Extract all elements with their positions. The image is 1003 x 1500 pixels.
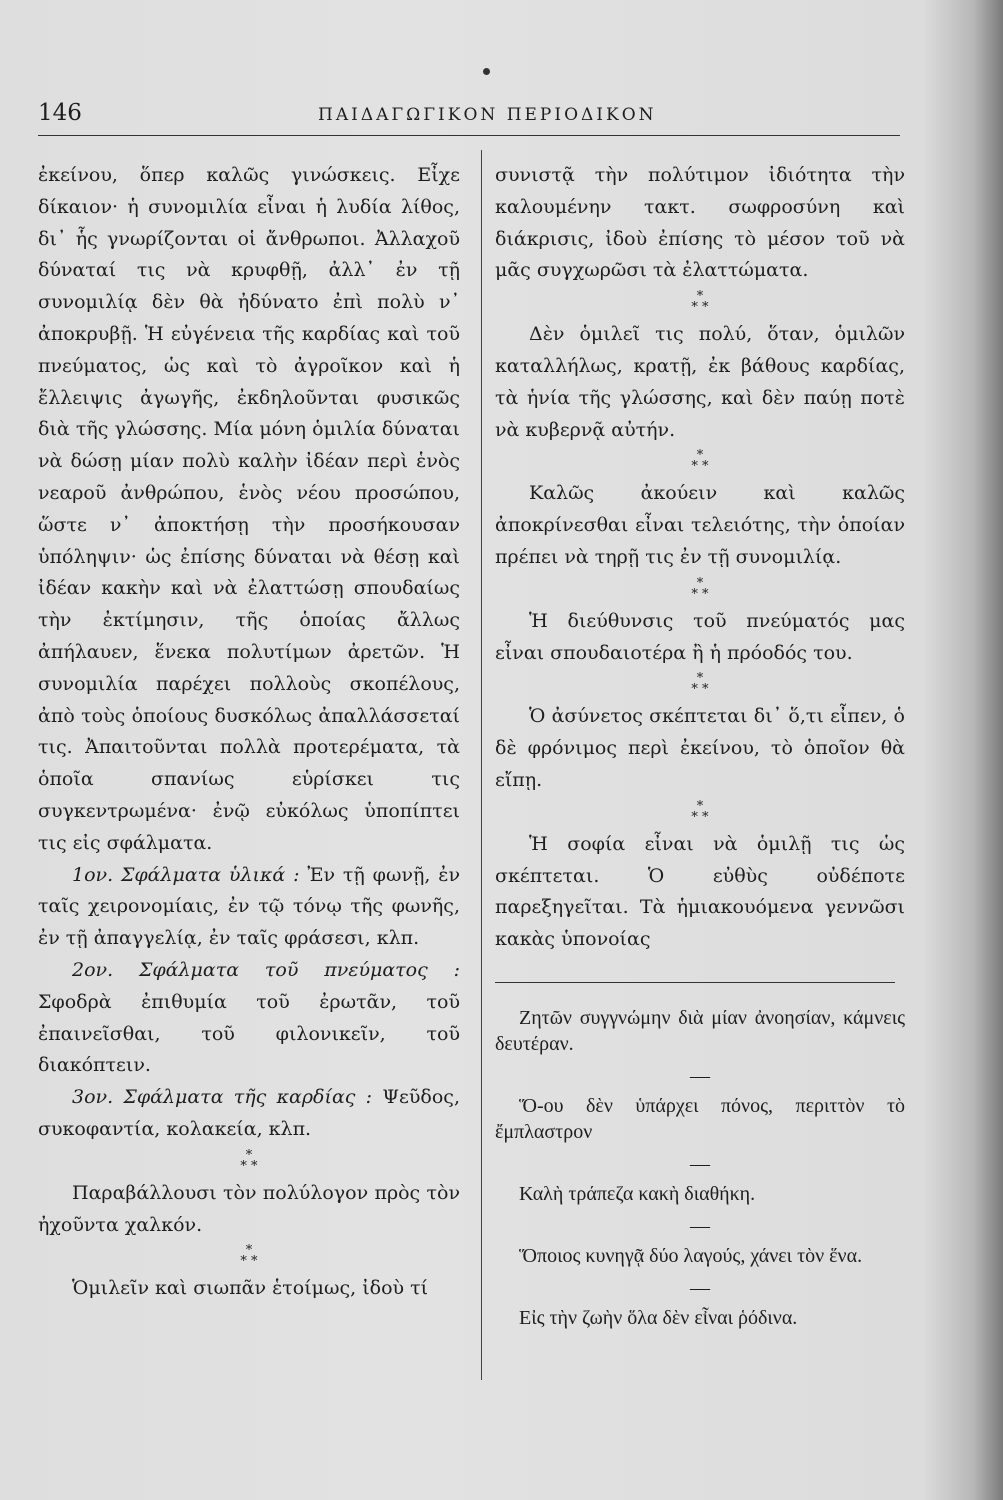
dash-separator: — [690, 1276, 710, 1299]
proverb: Ὅποιος κυνηγᾷ δύο λαγούς, χάνει τὸν ἕνα. [519, 1244, 863, 1267]
left-column [38, 160, 460, 1305]
paragraph: Ἡ σοφία εἶναι νὰ ὁμιλῇ τις ὡς σκέπτεται. Ὁ εὐθὺς οὐδέποτε παρεξηγεῖται. Τὰ ἡμιακουόμενα γεννῶσι κακὰς ὑπονοίας [495, 832, 905, 951]
header-rule [38, 135, 900, 136]
dash-separator: — [690, 1152, 710, 1175]
proverb: Καλὴ τράπεζα κακὴ διαθήκη. [519, 1182, 756, 1205]
running-title: ΠΑΙΔΑΓΩΓΙΚΟΝ ΠΕΡΙΟΔΙΚΟΝ [318, 105, 657, 125]
paragraph: Παραβάλλουσι τὸν πολύλογον πρὸς τὸν ἠχοῦντα χαλκόν. [38, 1181, 460, 1236]
paragraph [38, 1082, 460, 1146]
asterism-ornament: * * * [240, 1243, 258, 1270]
asterism-ornament: * * * [691, 448, 709, 475]
error-type-label: 1ον. Σφάλματα ὑλικά : [72, 863, 300, 886]
asterism-ornament: * * * [691, 575, 709, 602]
paragraph [38, 955, 460, 1082]
ink-dot [483, 68, 490, 75]
paragraph-text: Ἐν τῇ φωνῇ, ἐν ταῖς χειρονομίαις, ἐν τῷ τόνῳ τῆς φωνῆς, ἐν τῇ ἀπαγγελίᾳ, ἐν ταῖς φράσεσι, κλπ. [38, 863, 460, 950]
paragraph: Καλῶς ἀκούειν καὶ καλῶς ἀποκρίνεσθαι εἶναι τελειότης, τὴν ὁποίαν πρέπει νὰ τηρῇ τις ἐν τῇ συνομιλίᾳ. [495, 482, 905, 568]
dash-separator: — [690, 1214, 710, 1237]
paragraph: Ὁ ἀσύνετος σκέπτεται δι᾽ ὅ,τι εἶπεν, ὁ δὲ φρόνιμος περὶ ἐκείνου, τὸ ὁποῖον θὰ εἴπῃ. [495, 705, 905, 791]
asterism-ornament: * * * [691, 289, 709, 316]
proverb: Ζητῶν συγγνώμην διὰ μίαν ἀνοησίαν, κάμνεις δευτέραν. [495, 1006, 905, 1055]
paragraph [38, 860, 460, 955]
proverb: Εἰς τὴν ζωὴν ὅλα δὲν εἶναι ῥόδινα. [519, 1306, 798, 1329]
proverb: Ὅ-ου δὲν ὑπάρχει πόνος, περιττὸν τὸ ἔμπλαστρον [495, 1094, 905, 1143]
paragraph: Ὁμιλεῖν καὶ σιωπᾶν ἑτοίμως, ἰδοὺ τί [72, 1277, 429, 1300]
paragraph: συνιστᾷ τὴν πολύτιμον ἰδιότητα τὴν καλουμένην τακτ. σωφροσύνη καὶ διάκρισις, ἰδοὺ ἐπίσης τὸ μέσον τοῦ νὰ μᾶς συγχωρῶσι τὰ ἐλαττώματα. [495, 164, 905, 282]
section-rule [495, 982, 895, 983]
paragraph: Δὲν ὁμιλεῖ τις πολύ, ὅταν, ὁμιλῶν καταλλήλως, κρατῇ, ἐκ βάθους καρδίας, τὰ ἡνία τῆς γλώσσης, καὶ δὲν παύῃ ποτὲ νὰ κυβερνᾷ αὐτήν. [495, 323, 905, 441]
asterism-ornament: * * * [240, 1147, 258, 1174]
error-type-label: 2ον. Σφάλματα τοῦ πνεύματος : [72, 958, 460, 981]
asterism-ornament: * * * [691, 671, 709, 698]
column-divider [481, 150, 482, 1380]
paragraph: ἐκείνου, ὅπερ καλῶς γινώσκεις. Εἶχε δίκαιον· ἡ συνομιλία εἶναι ἡ λυδία λίθος, δι᾽ ἧς γνωρίζονται οἱ ἄνθρωποι. Ἀλλαχοῦ δύναταί τις νὰ κρυφθῇ, ἀλλ᾽ ἐν τῇ συνομιλίᾳ δὲν θὰ ἠδύνατο ἐπὶ πολὺ ν᾽ ἀποκρυβῇ. Ἡ εὐγένεια τῆς καρδίας καὶ τοῦ πνεύματος, ὡς καὶ τὸ ἀγροῖκον καὶ ἡ ἔλλειψις ἀγωγῆς, ἐκδηλοῦνται φυσικῶς διὰ τῆς γλώσσης. Μία μόνη ὁμιλία δύναται νὰ δώσῃ μίαν πολὺ καλὴν ἰδέαν περὶ ἑνὸς νεαροῦ ἀνθρώπου, ἑνὸς νέου προσώπου, ὥστε ν᾽ ἀποκτήσῃ τὴν προσήκουσαν ὑπόληψιν· ὡς ἐπίσης δύναται νὰ θέσῃ καὶ ἰδέαν κακὴν καὶ νὰ ἐλαττώσῃ σπουδαίως τὴν ἐκτίμησιν, τῆς ὁποίας ἄλλως ἀπήλαυεν, ἕνεκα πολυτίμων ἀρετῶν. Ἡ συνομιλία παρέχει πολλοὺς σκοπέλους, ἀπὸ τοὺς ὁποίους δυσκόλως ἀπαλλάσσεταί τις. Ἀπαιτοῦνται πολλὰ προτερέματα, τὰ ὁποῖα σπανίως εὑρίσκει τις συγκεντρωμένα· ἐνῷ εὐκόλως ὑποπίπτει τις εἰς σφάλματα. [38, 164, 460, 854]
page-number: 146 [38, 100, 82, 126]
paragraph-text: Σφοδρὰ ἐπιθυμία τοῦ ἐρωτᾶν, τοῦ ἐπαινεῖσθαι, τοῦ φιλονικεῖν, τοῦ διακόπτειν. [38, 990, 460, 1077]
proverbs-list [495, 1005, 905, 1331]
paragraph-text: Ψεῦδος, συκοφαντία, κολακεία, κλπ. [38, 1086, 460, 1140]
error-type-label: 3ον. Σφάλματα τῆς καρδίας : [72, 1086, 373, 1109]
dash-separator: — [690, 1064, 710, 1087]
right-column [495, 160, 905, 1331]
asterism-ornament: * * * [691, 798, 709, 825]
paragraph: Ἡ διεύθυνσις τοῦ πνεύματός μας εἶναι σπουδαιοτέρα ἢ ἡ πρόοδός του. [495, 609, 905, 664]
